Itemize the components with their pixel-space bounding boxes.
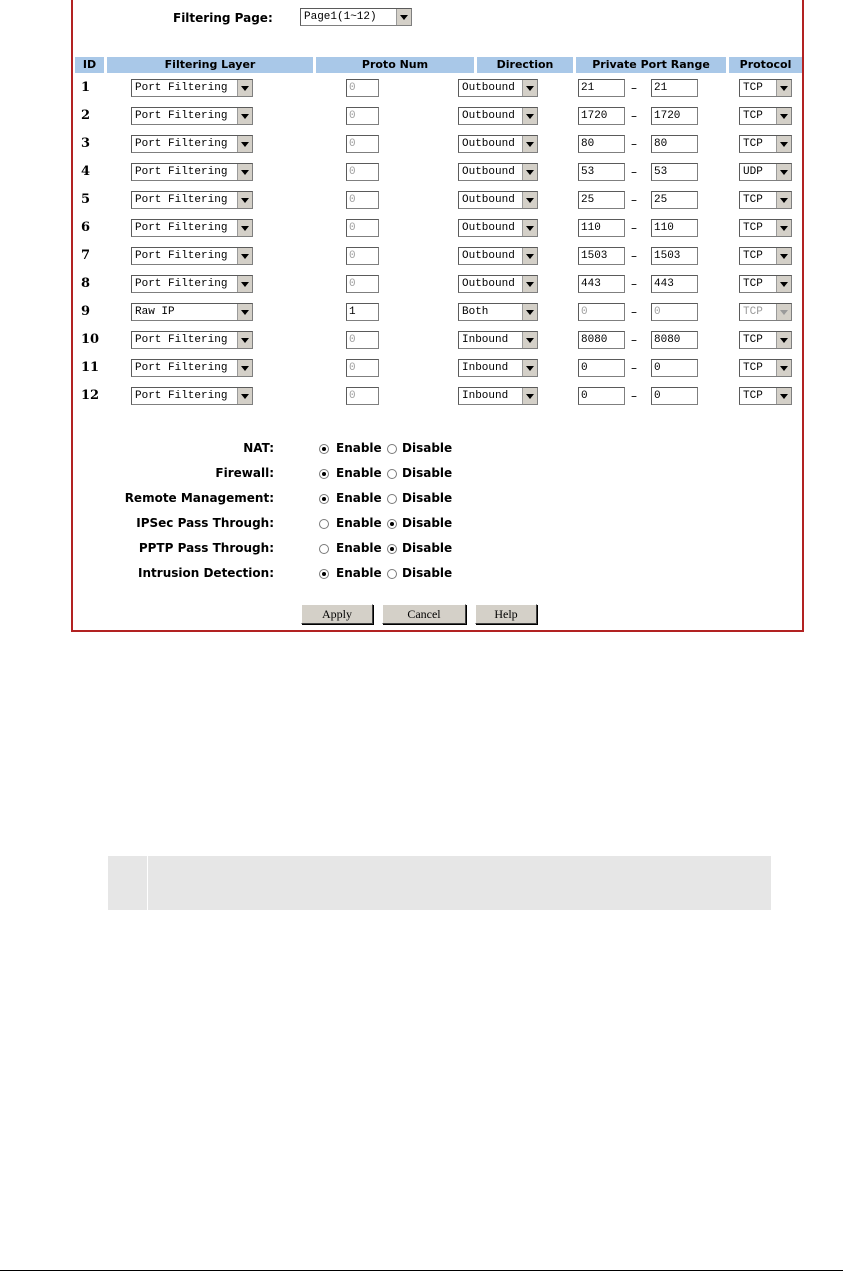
port-range-dash: – [631,389,637,403]
port-range-dash: – [631,333,637,347]
enable-radio[interactable] [319,544,329,554]
enable-radio[interactable] [319,444,329,454]
disable-label: Disable [402,491,453,505]
protocol-select[interactable] [739,135,792,153]
chevron-down-icon [776,248,791,264]
port-to-input[interactable]: 80 [651,135,698,153]
direction-select[interactable] [458,387,538,405]
disable-radio[interactable] [387,494,397,504]
port-range-dash: – [631,137,637,151]
direction-select[interactable] [458,191,538,209]
direction-select[interactable] [458,219,538,237]
filtering-page-value: Page1(1~12) [304,11,377,23]
cancel-button[interactable]: Cancel [382,604,466,624]
protocol-value: TCP [743,110,763,122]
row-id: 7 [81,248,91,263]
enable-label: Enable [336,566,382,580]
protocol-value: TCP [743,250,763,262]
protocol-select[interactable] [739,359,792,377]
row-id: 3 [81,136,91,151]
port-to-input[interactable]: 21 [651,79,698,97]
proto-num-input[interactable]: 0 [346,79,379,97]
help-button[interactable]: Help [475,604,537,624]
protocol-value: TCP [743,278,763,290]
row-id: 4 [81,164,91,179]
filtering-layer-select[interactable] [131,247,253,265]
chevron-down-icon [237,192,252,208]
row-id: 2 [81,108,91,123]
filtering-layer-value: Port Filtering [135,250,228,262]
chevron-down-icon [396,9,411,25]
direction-value: Outbound [462,278,515,290]
direction-value: Inbound [462,362,509,374]
disable-label: Disable [402,441,453,455]
direction-select[interactable] [458,79,538,97]
direction-value: Outbound [462,250,515,262]
port-to-input[interactable]: 1720 [651,107,698,125]
chevron-down-icon [522,332,537,348]
chevron-down-icon [776,304,791,320]
filtering-layer-select[interactable] [131,359,253,377]
chevron-down-icon [776,332,791,348]
port-from-input[interactable]: 80 [578,135,625,153]
port-from-input[interactable]: 25 [578,191,625,209]
protocol-value: TCP [743,334,763,346]
port-range-dash: – [631,193,637,207]
filtering-layer-value: Port Filtering [135,194,228,206]
disable-label: Disable [402,566,453,580]
disable-label: Disable [402,466,453,480]
filtering-layer-value: Raw IP [135,306,175,318]
row-id: 6 [81,220,91,235]
port-range-dash: – [631,249,637,263]
row-id: 5 [81,192,91,207]
proto-num-input[interactable]: 0 [346,331,379,349]
port-range-dash: – [631,109,637,123]
port-from-input[interactable]: 1503 [578,247,625,265]
footer-rule [0,1270,843,1271]
option-label: PPTP Pass Through: [138,541,274,555]
disable-label: Disable [402,516,453,530]
chevron-down-icon [522,220,537,236]
direction-value: Outbound [462,138,515,150]
chevron-down-icon [522,360,537,376]
proto-num-input[interactable]: 0 [346,275,379,293]
protocol-select[interactable] [739,191,792,209]
protocol-select[interactable] [739,387,792,405]
port-to-input[interactable]: 53 [651,163,698,181]
filtering-layer-value: Port Filtering [135,138,228,150]
port-to-input[interactable]: 8080 [651,331,698,349]
chevron-down-icon [237,360,252,376]
header-private-port-range: Private Port Range [576,57,726,73]
port-from-input[interactable]: 53 [578,163,625,181]
port-from-input[interactable]: 8080 [578,331,625,349]
chevron-down-icon [237,80,252,96]
direction-select[interactable] [458,275,538,293]
disable-radio[interactable] [387,444,397,454]
protocol-value: TCP [743,362,763,374]
port-range-dash: – [631,221,637,235]
direction-value: Both [462,306,489,318]
direction-value: Outbound [462,82,515,94]
protocol-value: TCP [743,306,763,318]
proto-num-input[interactable]: 0 [346,135,379,153]
filtering-layer-select[interactable] [131,331,253,349]
chevron-down-icon [776,360,791,376]
row-id: 10 [81,332,100,347]
port-to-input[interactable]: 443 [651,275,698,293]
chevron-down-icon [776,276,791,292]
port-to-input[interactable]: 25 [651,191,698,209]
protocol-select[interactable] [739,247,792,265]
option-label: NAT: [243,441,274,455]
port-range-dash: – [631,81,637,95]
filtering-layer-select[interactable] [131,191,253,209]
proto-num-input[interactable]: 1 [346,303,379,321]
chevron-down-icon [776,136,791,152]
header-protocol: Protocol [729,57,802,73]
protocol-value: TCP [743,390,763,402]
chevron-down-icon [522,388,537,404]
port-from-input[interactable]: 110 [578,219,625,237]
port-from-input[interactable]: 0 [578,359,625,377]
protocol-value: TCP [743,82,763,94]
chevron-down-icon [776,220,791,236]
row-id: 1 [81,80,91,95]
filtering-layer-value: Port Filtering [135,222,228,234]
enable-radio[interactable] [319,469,329,479]
chevron-down-icon [522,276,537,292]
filtering-layer-value: Port Filtering [135,334,228,346]
proto-num-input[interactable]: 0 [346,191,379,209]
port-from-input[interactable]: 1720 [578,107,625,125]
filtering-page-label: Filtering Page: [173,11,273,25]
protocol-select[interactable] [739,219,792,237]
chevron-down-icon [522,192,537,208]
filtering-layer-select[interactable] [131,163,253,181]
filtering-layer-select[interactable] [131,219,253,237]
chevron-down-icon [237,276,252,292]
protocol-value: TCP [743,194,763,206]
direction-value: Outbound [462,222,515,234]
filtering-layer-value: Port Filtering [135,110,228,122]
chevron-down-icon [522,164,537,180]
row-id: 11 [81,360,100,375]
protocol-select[interactable] [739,107,792,125]
chevron-down-icon [776,192,791,208]
chevron-down-icon [237,136,252,152]
option-label: Firewall: [215,466,274,480]
row-id: 12 [81,388,100,403]
proto-num-input[interactable]: 0 [346,247,379,265]
proto-num-input[interactable]: 0 [346,163,379,181]
chevron-down-icon [237,388,252,404]
proto-num-input[interactable]: 0 [346,107,379,125]
protocol-value: TCP [743,222,763,234]
disable-radio[interactable] [387,569,397,579]
direction-value: Outbound [462,194,515,206]
filtering-panel [71,0,804,632]
chevron-down-icon [237,332,252,348]
disable-label: Disable [402,541,453,555]
header-id: ID [75,57,104,73]
protocol-select[interactable] [739,303,792,321]
direction-value: Outbound [462,110,515,122]
note-box [108,856,771,910]
direction-select[interactable] [458,163,538,181]
chevron-down-icon [522,136,537,152]
protocol-select[interactable] [739,163,792,181]
direction-select[interactable] [458,135,538,153]
port-from-input[interactable]: 0 [578,387,625,405]
direction-value: Inbound [462,334,509,346]
proto-num-input[interactable]: 0 [346,219,379,237]
port-to-input[interactable]: 0 [651,387,698,405]
enable-label: Enable [336,441,382,455]
protocol-value: TCP [743,138,763,150]
filtering-layer-value: Port Filtering [135,278,228,290]
enable-radio[interactable] [319,494,329,504]
direction-select[interactable] [458,331,538,349]
disable-radio[interactable] [387,519,397,529]
enable-label: Enable [336,466,382,480]
protocol-select[interactable] [739,79,792,97]
port-to-input[interactable]: 0 [651,359,698,377]
header-proto-num: Proto Num [316,57,474,73]
option-label: IPSec Pass Through: [136,516,274,530]
port-range-dash: – [631,165,637,179]
protocol-value: UDP [743,166,763,178]
port-range-dash: – [631,361,637,375]
port-from-input[interactable]: 443 [578,275,625,293]
filtering-layer-select[interactable] [131,79,253,97]
direction-select[interactable] [458,359,538,377]
enable-radio[interactable] [319,519,329,529]
port-from-input[interactable]: 21 [578,79,625,97]
chevron-down-icon [776,388,791,404]
filtering-layer-select[interactable] [131,107,253,125]
port-to-input[interactable]: 1503 [651,247,698,265]
chevron-down-icon [237,248,252,264]
header-direction: Direction [477,57,573,73]
header-filtering-layer: Filtering Layer [107,57,313,73]
port-range-dash: – [631,277,637,291]
filtering-layer-select[interactable] [131,387,253,405]
filtering-layer-value: Port Filtering [135,362,228,374]
chevron-down-icon [522,248,537,264]
port-from-input[interactable]: 0 [578,303,625,321]
chevron-down-icon [522,304,537,320]
chevron-down-icon [776,108,791,124]
direction-select[interactable] [458,247,538,265]
proto-num-input[interactable]: 0 [346,359,379,377]
note-box-divider [147,856,148,910]
protocol-select[interactable] [739,275,792,293]
filtering-layer-select[interactable] [131,275,253,293]
direction-value: Outbound [462,166,515,178]
filtering-layer-select[interactable] [131,135,253,153]
disable-radio[interactable] [387,469,397,479]
port-to-input[interactable]: 0 [651,303,698,321]
option-label: Intrusion Detection: [138,566,274,580]
chevron-down-icon [522,80,537,96]
chevron-down-icon [237,164,252,180]
enable-label: Enable [336,491,382,505]
filtering-layer-value: Port Filtering [135,166,228,178]
row-id: 9 [81,304,91,319]
port-to-input[interactable]: 110 [651,219,698,237]
disable-radio[interactable] [387,544,397,554]
direction-select[interactable] [458,107,538,125]
enable-label: Enable [336,516,382,530]
filtering-layer-select[interactable] [131,303,253,321]
row-id: 8 [81,276,91,291]
chevron-down-icon [237,108,252,124]
proto-num-input[interactable]: 0 [346,387,379,405]
enable-label: Enable [336,541,382,555]
direction-value: Inbound [462,390,509,402]
chevron-down-icon [237,220,252,236]
chevron-down-icon [776,164,791,180]
direction-select[interactable] [458,303,538,321]
protocol-select[interactable] [739,331,792,349]
chevron-down-icon [776,80,791,96]
filtering-layer-value: Port Filtering [135,390,228,402]
apply-button[interactable]: Apply [301,604,373,624]
filtering-layer-value: Port Filtering [135,82,228,94]
chevron-down-icon [522,108,537,124]
option-label: Remote Management: [124,491,274,505]
chevron-down-icon [237,304,252,320]
port-range-dash: – [631,305,637,319]
enable-radio[interactable] [319,569,329,579]
filtering-page-select[interactable] [300,8,412,26]
